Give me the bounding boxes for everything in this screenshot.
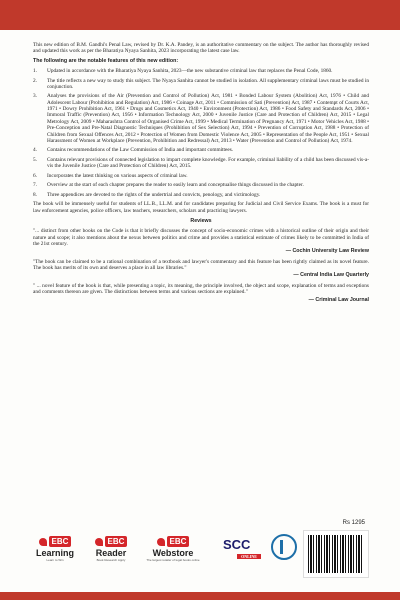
features-list [33, 68, 369, 198]
item-text: Three appendices are devoted to the rights of the undertrial and convicts, penology, and victimology. [47, 191, 261, 198]
usefulness-paragraph: The book will be immensely useful for students of LL.B., LL.M. and for candidates preparing for Judicial and Civil Service Exams. The book is a must for law enforcement agencies, police officers, law teachers, researchers, scholars and practicing lawyers. [33, 201, 369, 214]
review-quote: " ... novel feature of the book is that, while presenting a topic, its meaning, the principle involved, the object and scope, explanation of terms and exceptions and comments thereon are given. The distinctions between terms and various sections are explained." [33, 282, 369, 296]
item-text: Analyses the provisions of the Air (Prevention and Control of Pollution) Act, 1981 • Bonded Labour System (Abolition) Act, 1976 • Child and Adolescent Labour (Prohibition and Regulation) Act, 1986 • Coinage Act, 2011 • Commission of Sati (Prevention) Act, 1987 • Contempt of Courts Act, 1971 • Dowry Prohibition Act, 1961 • Drugs and Cosmetics Act, 1940 • Environment (Protection) Act, 1986 • Food Safety and Standards Act, 2006 • Immoral Traffic (Prevention) Act, 1956 • Information Technology Act, 2000 • Juvenile Justice (Care and Protection of Children) Act, 2015 • Legal Metrology Act, 2009 • Maharashtra Control of Organised Crime Act, 1999 • Medical Termination of Pregnancy Act, 1971 • Motor Vehicles Act, 1988 • Pre-Conception and Pre-Natal Diagnostic Techniques (Prohibition of Sex Selection) Act, 1994 • Prevention of Corruption Act, 1988 • Protection of Children from Sexual Offences Act, 2012 • Protection of Women from Domestic Violence Act, 2005 • Representation of the People Act, 1951 • Sexual Harassment of Women at Workplace (Prevention, Prohibition and Redressal) Act, 2013 • Water (Prevention and Control of Pollution) Act, 1974. [47, 93, 369, 144]
item-number: 8. [33, 191, 37, 198]
review-quote: "... distinct from other books on the Code is that it briefly discusses the concept of socio-economic crimes with a historical outline of their origin and their nature and scope; it also mentions about the nexus between politics and crime and provides a statistical estimate of crimes likely to be committed in India of the 21st century. [33, 228, 369, 248]
list-item [33, 78, 369, 91]
price-label: Rs 1295 [342, 520, 365, 526]
logo-word: Webstore [152, 548, 194, 558]
review-quote: "The book can be claimed to be a rational combination of a textbook and lawyer's commentary and this feature has been rightly claimed as its novel feature. The book has merits of its own and deserves a place in all law libraries." [33, 258, 369, 272]
item-number: 4. [33, 147, 37, 154]
reviews-heading: Reviews [190, 218, 212, 225]
item-text: Contains relevant provisions of connected legislation to impart complete knowledge. For example, criminal liability of a child has been discussed vis-a-vis the Juvenile Justice (Care and Protection of Children) Act, 2015. [47, 156, 369, 170]
features-heading: The following are the notable features of this new edition: [33, 57, 179, 64]
logo-word: Learning [35, 548, 74, 558]
item-text: Incorporates the latest thinking on various aspects of criminal law. [47, 172, 188, 179]
item-number: 6. [33, 172, 37, 179]
logo-pill: EBC [167, 536, 190, 547]
item-text: Updated in accordance with the Bharatiya Nyaya Sanhita, 2023—the new substantive criminal law that replaces the Penal Code, 1860. [47, 68, 333, 75]
intro-paragraph: This new edition of B.M. Gandhi's Penal Law, revised by Dr. K.A. Pandey, is an authoritative commentary on the subject. The author has thoroughly revised and updated this work as per the Bharatiya Nyaya Sanhita, 2023 incorporating the latest case law. [33, 42, 369, 55]
ebc-reader-logo [89, 536, 133, 568]
isbn-barcode [303, 530, 369, 578]
item-number: 5. [33, 156, 37, 163]
review-source: — Central India Law Quarterly [293, 272, 369, 279]
review-source: — Cochin University Law Review [285, 248, 369, 255]
item-text: The title reflects a new way to study this subject. The Nyaya Sanhita cannot be studied in isolation. All supplementary criminal laws must be studied in conjunction. [47, 77, 369, 90]
item-number: 2. [33, 77, 37, 84]
list-item [33, 157, 369, 170]
ebc-webstore-logo [145, 536, 201, 568]
scc-online-tag: ONLINE [237, 554, 261, 559]
item-text: Contains recommendations of the Law Commission of India and important committees. [47, 147, 234, 154]
bottom-band [0, 592, 400, 600]
item-number: 7. [33, 182, 37, 189]
ebc-learning-logo [33, 536, 77, 568]
logo-pill: EBC [49, 536, 72, 547]
review-source: — Criminal Law Journal [308, 296, 369, 303]
item-number: 3. [33, 93, 37, 100]
logo-tagline: Learn to Win [46, 558, 64, 562]
item-text: Overview at the start of each chapter prepares the reader to easily learn and conceptualise things discussed in the chapter. [47, 182, 304, 189]
top-band [0, 0, 400, 30]
list-item [33, 147, 369, 153]
logo-pill: EBC [105, 536, 128, 547]
logo-tagline: The largest retailer of legal books online [146, 558, 200, 562]
cover-text [33, 42, 369, 307]
list-item [33, 192, 369, 198]
list-item [33, 68, 369, 74]
list-item [33, 173, 369, 179]
scc-word: SCC [223, 537, 251, 552]
list-item [33, 93, 369, 144]
list-item [33, 182, 369, 188]
barcode-icon [308, 535, 364, 573]
logo-word: Reader [95, 548, 127, 558]
logo-tagline: Book Research Apply [96, 558, 126, 562]
publisher-footer [33, 520, 369, 582]
ebc-wave-icon [95, 538, 103, 546]
ci-logo-icon [271, 534, 297, 560]
ebc-wave-icon [157, 538, 165, 546]
scc-online-logo [223, 536, 265, 566]
ebc-wave-icon [39, 538, 47, 546]
item-number: 1. [33, 68, 37, 75]
